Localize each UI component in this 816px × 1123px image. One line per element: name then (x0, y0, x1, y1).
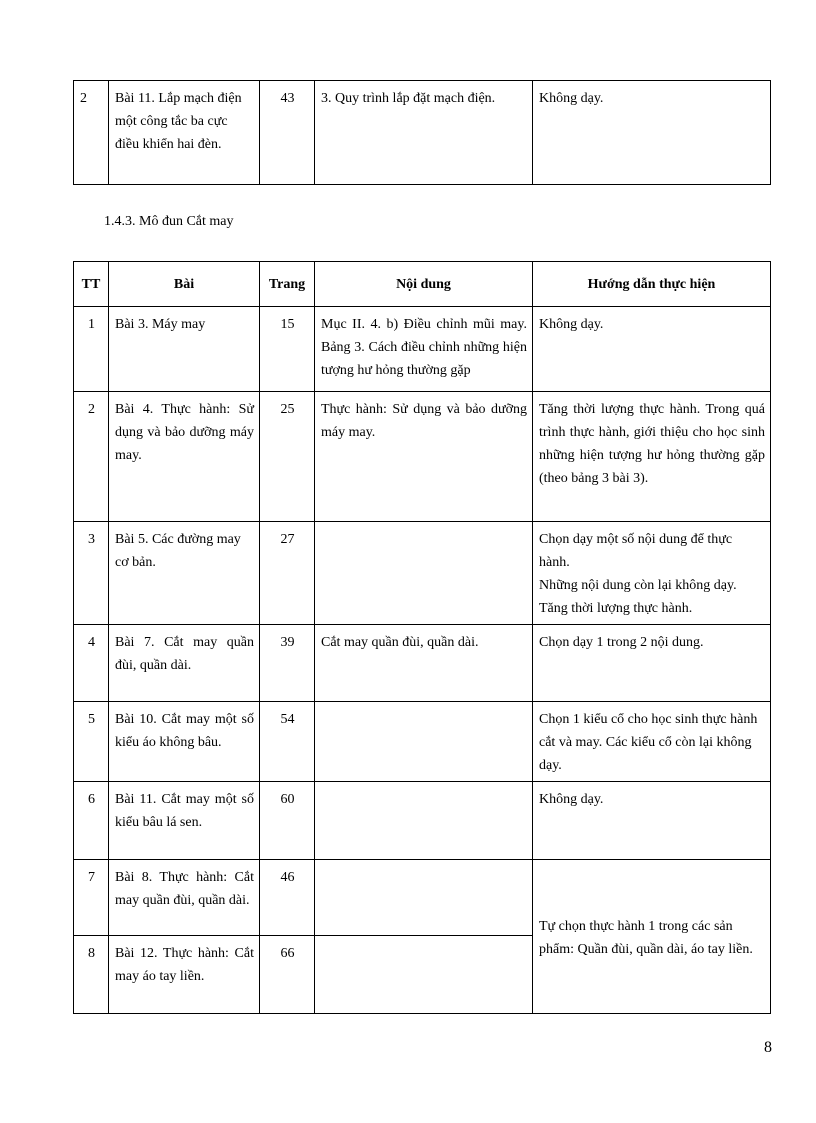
table-row (74, 782, 771, 860)
table-row (74, 860, 771, 936)
cell-bai: Bài 8. Thực hành: Cắt may quần đùi, quần dài. (109, 860, 260, 936)
cell-tt: 3 (74, 522, 109, 625)
cell-tt: 8 (74, 936, 109, 1014)
table-row (74, 307, 771, 392)
instruction-line: Tăng thời lượng thực hành. (539, 601, 693, 616)
cell-noi-dung (315, 860, 533, 936)
cell-noi-dung (315, 936, 533, 1014)
cell-huong-dan (533, 522, 771, 625)
cell-trang: 54 (260, 702, 315, 782)
page-number: 8 (764, 1039, 772, 1056)
cat-may-table (73, 261, 771, 1014)
cell-tt: 1 (74, 307, 109, 392)
cell-huong-dan: Chọn 1 kiểu cổ cho học sinh thực hành cắt và may. Các kiểu cổ còn lại không dạy. (533, 702, 771, 782)
cell-huong-dan: Không dạy. (533, 81, 771, 185)
cell-huong-dan: Không dạy. (533, 307, 771, 392)
cell-bai: Bài 12. Thực hành: Cắt may áo tay liền. (109, 936, 260, 1014)
header-huong-dan: Hướng dẫn thực hiện (533, 262, 771, 307)
cell-huong-dan: Tăng thời lượng thực hành. Trong quá trình thực hành, giới thiệu cho học sinh những hiện tượng hư hỏng thường gặp (theo bảng 3 bài 3). (533, 392, 771, 522)
cell-bai: Bài 11. Cắt may một số kiểu bâu lá sen. (109, 782, 260, 860)
cell-huong-dan: Không dạy. (533, 782, 771, 860)
cell-bai: Bài 10. Cắt may một số kiểu áo không bâu. (109, 702, 260, 782)
section-heading: 1.4.3. Mô đun Cắt may (104, 214, 234, 229)
cell-trang: 25 (260, 392, 315, 522)
cell-noi-dung (315, 522, 533, 625)
instruction-line: Những nội dung còn lại không dạy. (539, 578, 737, 593)
table-row (74, 702, 771, 782)
cell-noi-dung: Cắt may quần đùi, quần dài. (315, 625, 533, 702)
cell-tt: 4 (74, 625, 109, 702)
cell-tt: 5 (74, 702, 109, 782)
cell-tt: 2 (74, 81, 109, 185)
header-trang: Trang (260, 262, 315, 307)
table-row (74, 81, 771, 185)
table-row (74, 392, 771, 522)
instruction-line: Chọn dạy một số nội dung để thực hành. (539, 532, 733, 570)
cell-trang: 39 (260, 625, 315, 702)
cell-noi-dung: Thực hành: Sử dụng và bảo dưỡng máy may. (315, 392, 533, 522)
cell-trang: 43 (260, 81, 315, 185)
cell-trang: 66 (260, 936, 315, 1014)
cell-huong-dan: Chọn dạy 1 trong 2 nội dung. (533, 625, 771, 702)
cell-noi-dung (315, 782, 533, 860)
header-noi-dung: Nội dung (315, 262, 533, 307)
cell-trang: 15 (260, 307, 315, 392)
cell-tt: 7 (74, 860, 109, 936)
cell-huong-dan-merged: Tự chọn thực hành 1 trong các sản phẩm: Quần đùi, quần dài, áo tay liền. (533, 860, 771, 1014)
cell-noi-dung (315, 702, 533, 782)
cell-noi-dung: 3. Quy trình lắp đặt mạch điện. (315, 81, 533, 185)
cell-bai: Bài 3. Máy may (109, 307, 260, 392)
cell-bai: Bài 5. Các đường may cơ bản. (109, 522, 260, 625)
table-header-row (74, 262, 771, 307)
cell-trang: 27 (260, 522, 315, 625)
table-row (74, 522, 771, 625)
table-row (74, 625, 771, 702)
header-bai: Bài (109, 262, 260, 307)
cell-trang: 46 (260, 860, 315, 936)
cell-noi-dung: Mục II. 4. b) Điều chỉnh mũi may. Bảng 3. Cách điều chỉnh những hiện tượng hư hỏng thường gặp (315, 307, 533, 392)
cell-trang: 60 (260, 782, 315, 860)
cell-bai: Bài 7. Cắt may quần đùi, quần dài. (109, 625, 260, 702)
previous-module-table (73, 80, 771, 185)
cell-bai: Bài 4. Thực hành: Sử dụng và bảo dưỡng máy may. (109, 392, 260, 522)
cell-tt: 2 (74, 392, 109, 522)
header-tt: TT (74, 262, 109, 307)
cell-tt: 6 (74, 782, 109, 860)
cell-bai: Bài 11. Lắp mạch điện một công tắc ba cực điều khiển hai đèn. (109, 81, 260, 185)
